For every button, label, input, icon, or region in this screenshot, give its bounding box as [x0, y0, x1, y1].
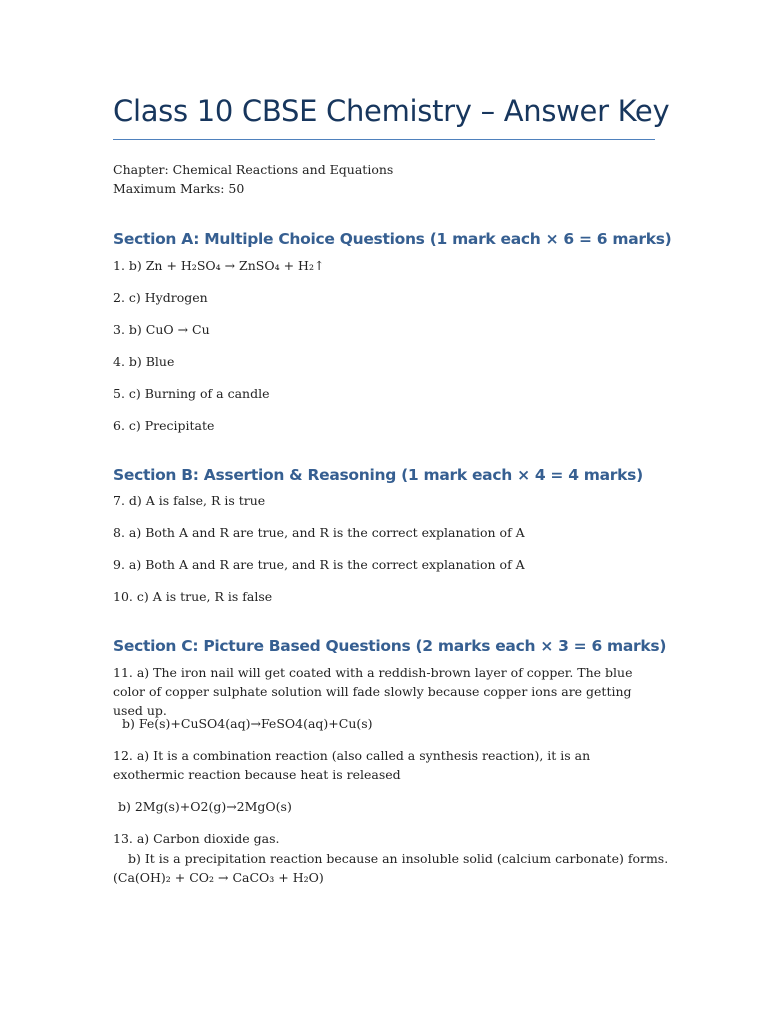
section-b-heading: Section B: Assertion & Reasoning (1 mark each × 4 = 4 marks): [113, 466, 643, 484]
section-a-heading: Section A: Multiple Choice Questions (1 mark each × 6 = 6 marks): [113, 230, 672, 248]
answer-12a: 12. a) It is a combination reaction (also called a synthesis reaction), it is an exothermic reaction because heat is released: [113, 748, 591, 782]
answer-13a: 13. a) Carbon dioxide gas.: [113, 831, 280, 846]
answer-2: 2. c) Hydrogen: [113, 290, 208, 305]
document-meta: [113, 160, 393, 198]
answer-3: 3. b) CuO → Cu: [113, 322, 210, 337]
answer-13-equation: (Ca(OH)₂ + CO₂ → CaCO₃ + H₂O): [113, 870, 324, 885]
answer-6: 6. c) Precipitate: [113, 418, 215, 433]
answer-4: 4. b) Blue: [113, 354, 175, 369]
answer-1: 1. b) Zn + H₂SO₄ → ZnSO₄ + H₂↑: [113, 258, 325, 273]
answer-13b: b) It is a precipitation reaction because an insoluble solid (calcium carbonate) forms.: [128, 851, 669, 866]
title-underline: [113, 139, 655, 140]
answer-9: 9. a) Both A and R are true, and R is the correct explanation of A: [113, 557, 525, 572]
answer-12b: b) 2Mg(s)+O2(g)→2MgO(s): [118, 799, 292, 814]
chapter-line: Chapter: Chemical Reactions and Equations: [113, 162, 394, 177]
answer-7: 7. d) A is false, R is true: [113, 493, 266, 508]
answer-11b: b) Fe(s)+CuSO4(aq)→FeSO4(aq)+Cu(s): [122, 716, 373, 731]
answer-8: 8. a) Both A and R are true, and R is the correct explanation of A: [113, 525, 525, 540]
section-c-heading: Section C: Picture Based Questions (2 marks each × 3 = 6 marks): [113, 637, 667, 655]
answer-11a: 11. a) The iron nail will get coated with a reddish-brown layer of copper. The blue color of copper sulphate solution will fade slowly because copper ions are getting used up.: [113, 665, 633, 718]
answer-5: 5. c) Burning of a candle: [113, 386, 270, 401]
answer-10: 10. c) A is true, R is false: [113, 589, 273, 604]
max-marks-line: Maximum Marks: 50: [113, 181, 245, 196]
page-title: Class 10 CBSE Chemistry – Answer Key: [113, 94, 670, 128]
